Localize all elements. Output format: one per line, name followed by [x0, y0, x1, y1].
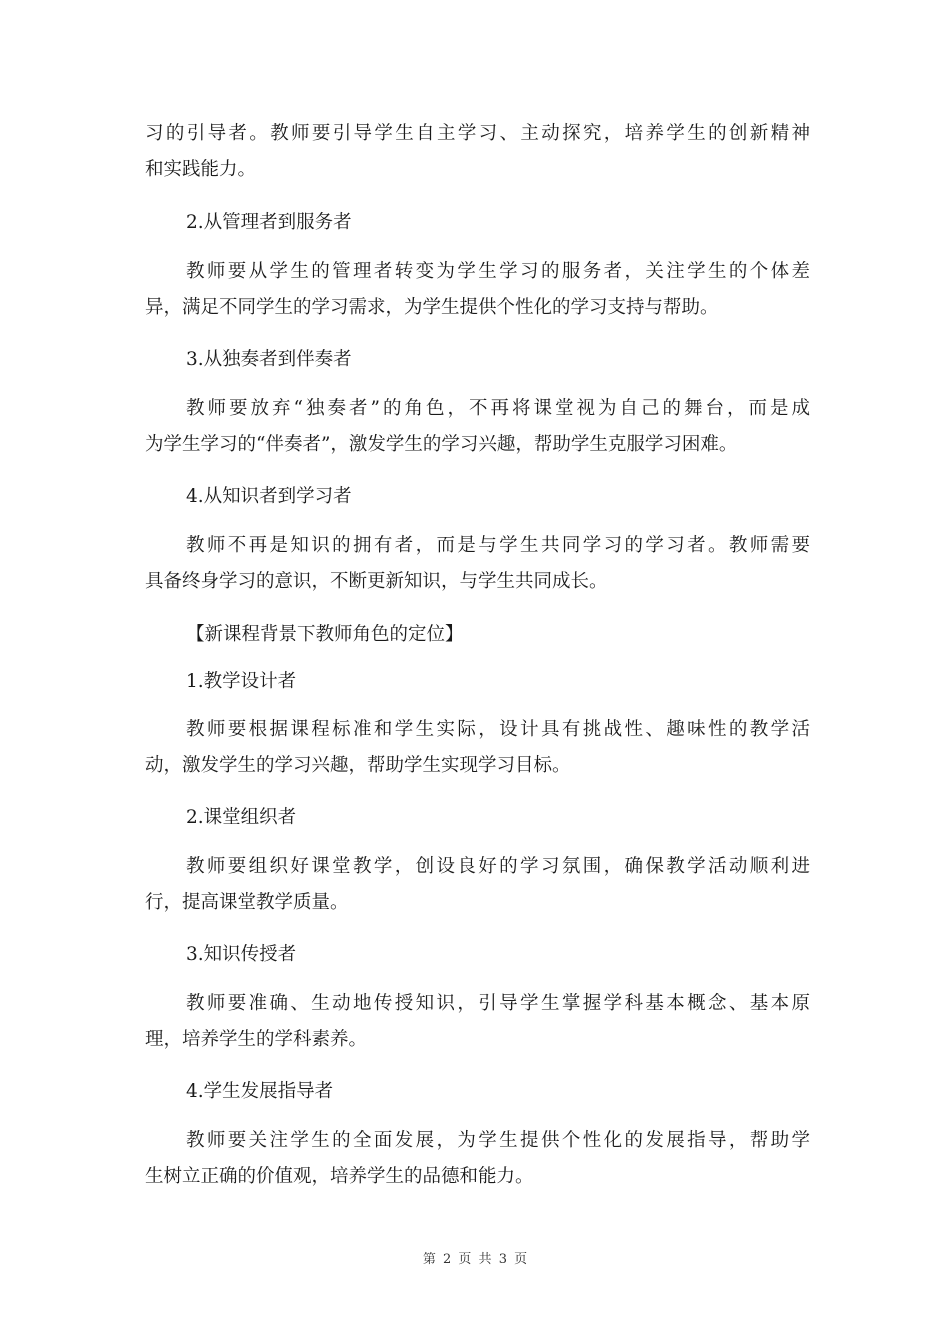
paragraph-line: 教师要放弃“独奏者”的角色，不再将课堂视为自己的舞台，而是成 [186, 398, 810, 419]
paragraph-accompanist [145, 391, 810, 463]
paragraph-designer [145, 712, 810, 784]
paragraph-line: 动，激发学生的学习兴趣，帮助学生实现学习目标。 [145, 755, 571, 776]
paragraph-line: 教师要根据课程标准和学生实际，设计具有挑战性、趣味性的教学活 [186, 719, 810, 740]
paragraph-line: 为学生学习的“伴奏者”，激发学生的学习兴趣，帮助学生克服学习困难。 [145, 434, 738, 455]
paragraph-organizer [145, 849, 810, 921]
page-number-footer: 第 2 页 共 3 页 [422, 1252, 528, 1267]
paragraph-line: 教师要关注学生的全面发展，为学生提供个性化的发展指导，帮助学 [186, 1130, 810, 1151]
paragraph-line: 习的引导者。教师要引导学生自主学习、主动探究，培养学生的创新精神 [145, 123, 810, 144]
paragraph-learning-guide [145, 116, 810, 188]
paragraph-line: 异，满足不同学生的学习需求，为学生提供个性化的学习支持与帮助。 [145, 297, 719, 318]
paragraph-line: 教师要组织好课堂教学，创设良好的学习氛围，确保教学活动顺利进 [186, 856, 810, 877]
paragraph-learner [145, 528, 810, 600]
paragraph-servant [145, 254, 810, 326]
section-heading: 【新课程背景下教师角色的定位】 [186, 624, 464, 645]
heading-development-guide: 4.学生发展指导者 [186, 1081, 334, 1102]
heading-knowledge-transmitter: 3.知识传授者 [186, 944, 297, 965]
heading-manager-to-servant: 2.从管理者到服务者 [186, 212, 352, 233]
paragraph-line: 生树立正确的价值观，培养学生的品德和能力。 [145, 1166, 534, 1187]
paragraph-line: 具备终身学习的意识，不断更新知识，与学生共同成长。 [145, 571, 608, 592]
paragraph-line: 理，培养学生的学科素养。 [145, 1029, 368, 1050]
paragraph-line: 教师要准确、生动地传授知识，引导学生掌握学科基本概念、基本原 [186, 993, 810, 1014]
paragraph-development-guide [145, 1123, 810, 1195]
paragraph-line: 教师要从学生的管理者转变为学生学习的服务者，关注学生的个体差 [186, 261, 810, 282]
heading-classroom-organizer: 2.课堂组织者 [186, 807, 297, 828]
heading-teaching-designer: 1.教学设计者 [186, 671, 297, 692]
paragraph-line: 教师不再是知识的拥有者，而是与学生共同学习的学习者。教师需要 [186, 535, 810, 556]
paragraph-transmitter [145, 986, 810, 1058]
paragraph-line: 和实践能力。 [145, 159, 257, 180]
heading-knower-to-learner: 4.从知识者到学习者 [186, 486, 352, 507]
paragraph-line: 行，提高课堂教学质量。 [145, 892, 349, 913]
heading-soloist-to-accompanist: 3.从独奏者到伴奏者 [186, 349, 352, 370]
